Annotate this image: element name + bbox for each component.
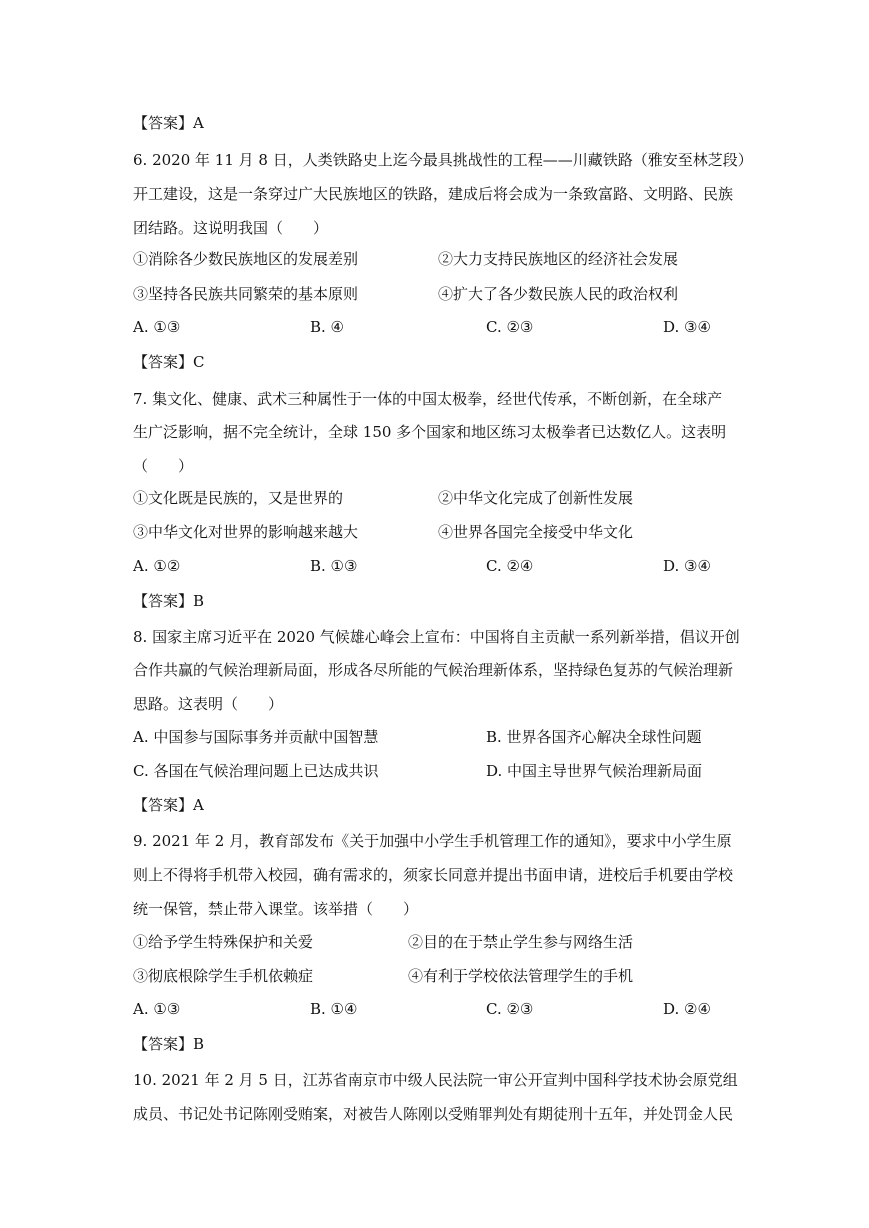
question-9-line-3: 统一保管，禁止带入课堂。该举措（ ） xyxy=(133,900,419,918)
option-d: D. ③④ xyxy=(663,318,711,336)
option-a: A. ①② xyxy=(133,557,181,575)
question-9-line-2: 则上不得将手机带入校园，确有需求的，须家长同意并提出书面申请，进校后手机要由学校 xyxy=(133,866,734,884)
question-10-line-1: 10. 2021 年 2 月 5 日，江苏省南京市中级人民法院一审公开宣判中国科学技术协会原党组 xyxy=(133,1071,738,1089)
question-10-line-2: 成员、书记处书记陈刚受贿案，对被告人陈刚以受贿罪判处有期徒刑十五年，并处罚金人民 xyxy=(133,1105,734,1123)
question-8-line-2: 合作共赢的气候治理新局面，形成各尽所能的气候治理新体系，坚持绿色复苏的气候治理新 xyxy=(133,661,734,679)
option-c: C. ②③ xyxy=(486,1000,534,1018)
statement-1: ①给予学生特殊保护和关爱 xyxy=(133,933,314,951)
option-c: C. ②④ xyxy=(486,557,534,575)
question-7-line-2: 生广泛影响，据不完全统计，全球 150 多个国家和地区练习太极拳者已达数亿人。这表明 xyxy=(133,423,727,441)
option-b: B. ④ xyxy=(310,318,345,336)
option-b: B. ①④ xyxy=(310,1000,358,1018)
option-d: D. ②④ xyxy=(663,1000,711,1018)
statement-1: ①消除各少数民族地区的发展差别 xyxy=(133,250,359,268)
statement-3: ③中华文化对世界的影响越来越大 xyxy=(133,523,359,541)
statement-4: ④有利于学校依法管理学生的手机 xyxy=(408,967,634,985)
question-6-line-2: 开工建设，这是一条穿过广大民族地区的铁路，建成后将会成为一条致富路、文明路、民族 xyxy=(133,185,734,203)
question-7-line-3: （ ） xyxy=(133,457,194,475)
answer-label: 【答案】A xyxy=(133,114,204,132)
question-8-line-1: 8. 国家主席习近平在 2020 气候雄心峰会上宣布：中国将自主贡献一系列新举措，倡议开创 xyxy=(133,628,740,646)
option-b: B. ①③ xyxy=(310,557,358,575)
question-6-line-1: 6. 2020 年 11 月 8 日，人类铁路史上迄今最具挑战性的工程——川藏铁路（雅安至林芝段） xyxy=(133,151,753,169)
answer-label: 【答案】A xyxy=(133,796,204,814)
option-d: D. 中国主导世界气候治理新局面 xyxy=(486,762,703,780)
option-c: C. ②③ xyxy=(486,318,534,336)
question-8-line-3: 思路。这表明（ ） xyxy=(133,695,284,713)
statement-4: ④世界各国完全接受中华文化 xyxy=(438,523,634,541)
answer-label: 【答案】B xyxy=(133,1035,205,1053)
answer-label: 【答案】C xyxy=(133,353,205,371)
option-d: D. ③④ xyxy=(663,557,711,575)
statement-3: ③彻底根除学生手机依赖症 xyxy=(133,967,314,985)
statement-3: ③坚持各民族共同繁荣的基本原则 xyxy=(133,285,359,303)
answer-label: 【答案】B xyxy=(133,592,205,610)
question-7-line-1: 7. 集文化、健康、武术三种属性于一体的中国太极拳，经世代传承，不断创新，在全球产 xyxy=(133,390,723,408)
question-6-line-3: 团结路。这说明我国（ ） xyxy=(133,219,329,237)
question-9-line-1: 9. 2021 年 2 月，教育部发布《关于加强中小学生手机管理工作的通知》，要求中小学生原 xyxy=(133,832,732,850)
option-b: B. 世界各国齐心解决全球性问题 xyxy=(486,728,702,746)
statement-2: ②目的在于禁止学生参与网络生活 xyxy=(408,933,634,951)
option-a: A. ①③ xyxy=(133,1000,181,1018)
statement-4: ④扩大了各少数民族人民的政治权利 xyxy=(438,285,679,303)
option-a: A. 中国参与国际事务并贡献中国智慧 xyxy=(133,728,379,746)
option-a: A. ①③ xyxy=(133,318,181,336)
statement-1: ①文化既是民族的，又是世界的 xyxy=(133,489,344,507)
option-c: C. 各国在气候治理问题上已达成共识 xyxy=(133,762,379,780)
statement-2: ②中华文化完成了创新性发展 xyxy=(438,489,634,507)
statement-2: ②大力支持民族地区的经济社会发展 xyxy=(438,250,679,268)
